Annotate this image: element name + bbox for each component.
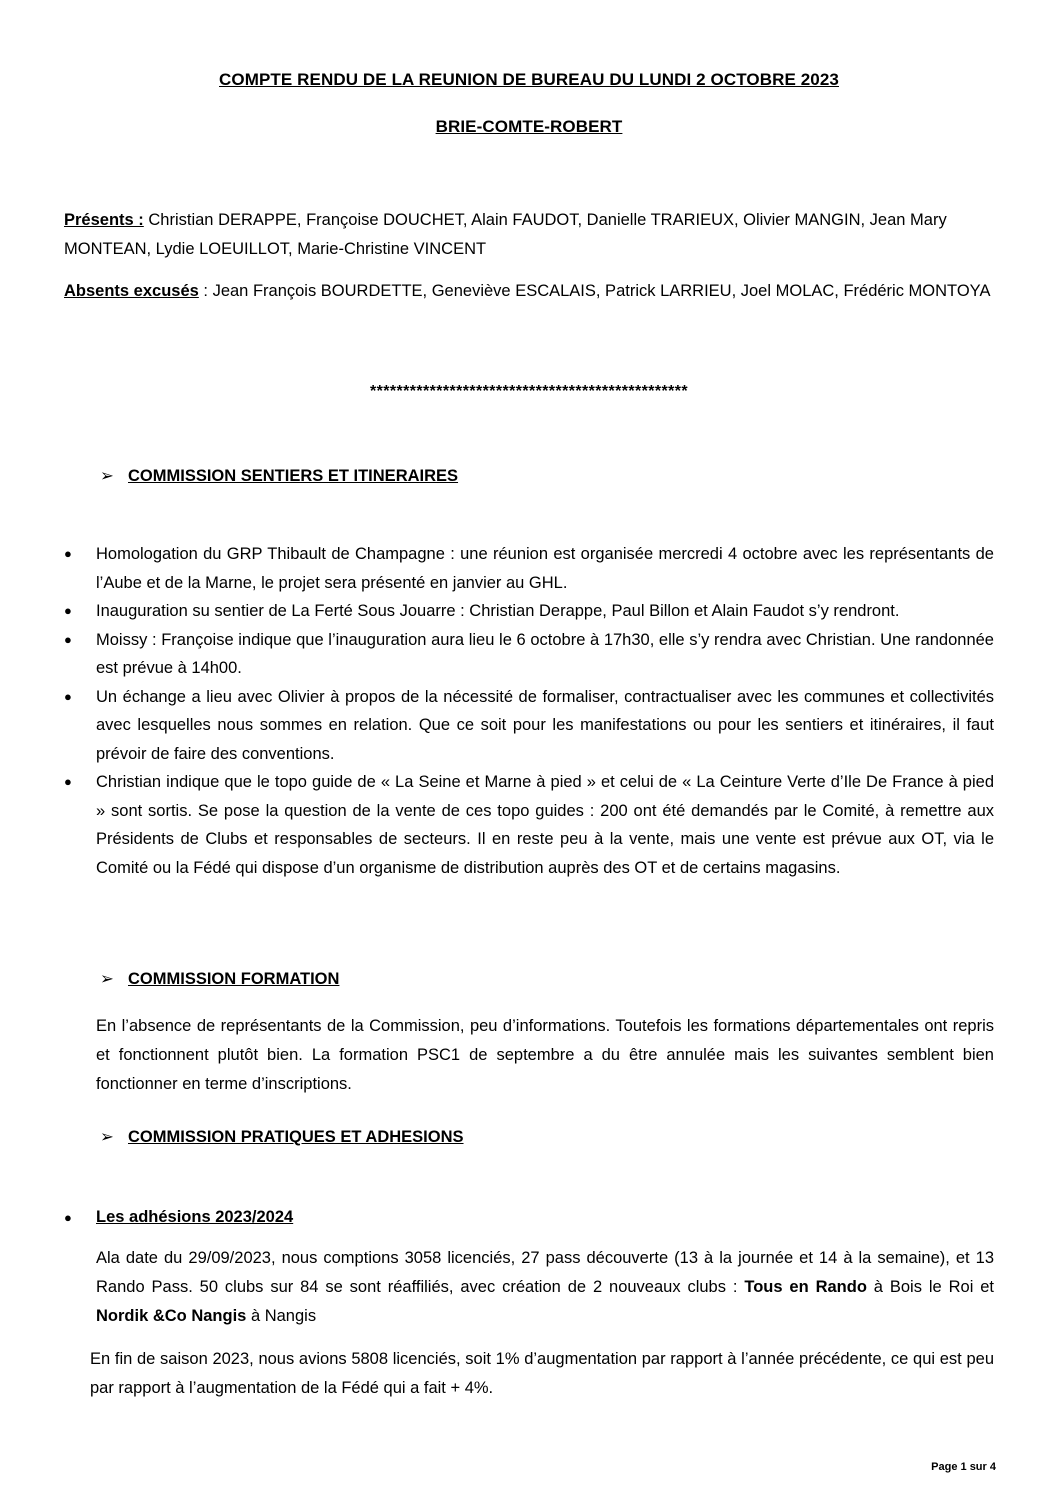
adhesions-subheading	[64, 1203, 994, 1232]
attendees-absent	[64, 277, 994, 306]
list-item: ● Christian indique que le topo guide de « La Seine et Marne à pied » et celui de « La Ceinture Verte d’Ile De France à pied » sont sortis. Se pose la question de la vente de ces topo guides : 200 ont été demandés par le Comité, à remettre aux Présidents de Clubs et responsables de secteurs. Il en reste peu à la vente, mais une vente est prévue aux OT, via le Comité ou la Fédé qui dispose d’un organisme de distribution auprès des OT et de certains magasins.	[64, 768, 994, 882]
list-item: ● Inauguration su sentier de La Ferté Sous Jouarre : Christian Derappe, Paul Billon et Alain Faudot s’y rendront.	[64, 597, 994, 626]
section-pratiques-heading	[100, 1127, 464, 1147]
document-title: COMPTE RENDU DE LA REUNION DE BUREAU DU LUNDI 2 OCTOBRE 2023	[219, 70, 839, 89]
arrowhead-bullet-icon: ➢	[100, 970, 114, 988]
section-sentiers-title: COMMISSION SENTIERS ET ITINERAIRES	[128, 467, 459, 485]
adhesions-paragraph-1: Ala date du 29/09/2023, nous comptions 3058 licenciés, 27 pass découverte (13 à la journée et 14 à la semaine), et 13 Rando Pass. 50 clubs sur 84 se sont réaffiliés, avec création de 2 nouveaux clubs : Tous en Rando à Bois le Roi et Nordik &Co Nangis à Nangis	[96, 1249, 995, 1325]
list-item: ● Homologation du GRP Thibault de Champagne : une réunion est organisée mercredi 4 octobre avec les représentants de l’Aube et de la Marne, le projet sera présenté en janvier au GHL.	[64, 540, 994, 597]
club-name: Nordik &Co Nangis	[96, 1307, 247, 1325]
list-item: ● Un échange a lieu avec Olivier à propos de la nécessité de formaliser, contractualiser avec les communes et collectivités avec lesquelles nous sommes en relation. Que ce soit pour les manifestations ou pour les sentiers et itinéraires, il faut prévoir de faire des conventions.	[64, 683, 994, 769]
section-formation-title: COMMISSION FORMATION	[128, 970, 340, 988]
section-formation-heading	[100, 969, 339, 989]
present-names: Christian DERAPPE, Françoise DOUCHET, Alain FAUDOT, Danielle TRARIEUX, Olivier MANGIN, Jean Mary MONTEAN, Lydie LOEUILLOT, Marie-Christine VINCENT	[64, 211, 947, 258]
round-bullet-icon: ●	[64, 1210, 72, 1225]
absent-names: : Jean François BOURDETTE, Geneviève ESCALAIS, Patrick LARRIEU, Joel MOLAC, Frédéric MONTOYA	[198, 282, 991, 300]
page-number: Page 1 sur 4	[931, 1461, 996, 1473]
round-bullet-icon: ●	[64, 688, 72, 704]
section-pratiques-title: COMMISSION PRATIQUES ET ADHESIONS	[128, 1128, 464, 1146]
adhesions-paragraph-2: En fin de saison 2023, nous avions 5808 licenciés, soit 1% d’augmentation par rapport à l’année précédente, ce qui est peu par rapport à l’augmentation de la Fédé qui a fait + 4%.	[90, 1350, 994, 1397]
document-location: BRIE-COMTE-ROBERT	[435, 117, 623, 136]
round-bullet-icon: ●	[64, 631, 72, 647]
sentiers-list	[64, 540, 994, 882]
round-bullet-icon: ●	[64, 603, 72, 618]
adhesions-subtitle: Les adhésions 2023/2024	[96, 1208, 294, 1226]
club-name: Tous en Rando	[744, 1278, 867, 1296]
separator-stars: ************************************************	[369, 383, 689, 400]
round-bullet-icon: ●	[64, 774, 72, 789]
arrowhead-bullet-icon: ➢	[100, 467, 114, 485]
arrowhead-bullet-icon: ➢	[100, 1128, 114, 1146]
absent-label: Absents excusés	[64, 282, 199, 300]
list-item: ● Moissy : Françoise indique que l’inauguration aura lieu le 6 octobre à 17h30, elle s’y rendra avec Christian. Une randonnée est prévue à 14h00.	[64, 626, 994, 683]
round-bullet-icon: ●	[64, 546, 72, 561]
section-sentiers-heading	[100, 466, 458, 486]
attendees-present	[64, 206, 994, 264]
formation-paragraph: En l’absence de représentants de la Commission, peu d’informations. Toutefois les formations départementales ont repris et fonctionnent plutôt bien. La formation PSC1 de septembre a du être annulée mais les suivantes semblent bien fonctionner en terme d’inscriptions.	[96, 1017, 994, 1093]
present-label: Présents :	[64, 211, 144, 229]
